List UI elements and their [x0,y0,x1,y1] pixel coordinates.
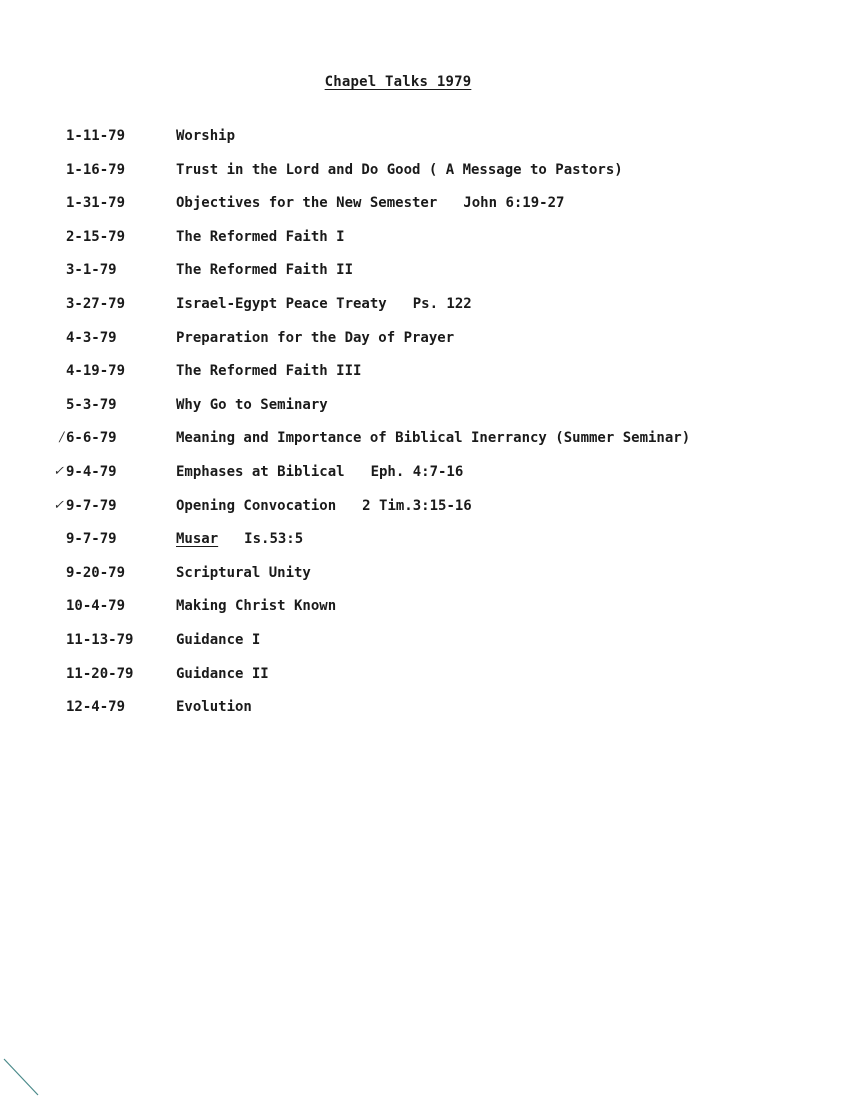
talk-date: 11-13-79 [66,631,134,648]
talk-date: 6-6-79 [66,430,117,447]
talk-topic: Israel-Egypt Peace Treaty [176,295,387,312]
talk-topic: Meaning and Importance of Biblical Inerrancy (Summer Seminar) [176,430,691,447]
talk-topic-cell [176,525,303,553]
talk-date: 12-4-79 [66,699,126,716]
list-item [0,324,848,358]
list-item [0,525,848,559]
talk-list [0,122,848,727]
check-mark: ✓ [53,497,64,513]
list-item [0,660,848,694]
list-item [0,458,848,492]
corner-scan-line [0,1049,48,1097]
talk-topic: Preparation for the Day of Prayer [176,329,455,346]
talk-topic: Worship [176,128,236,144]
talk-topic: The Reformed Faith III [176,363,362,380]
talk-topic-cell [176,324,454,352]
list-item [0,156,848,190]
talk-topic-cell [176,391,328,419]
list-item [0,424,848,458]
talk-topic: Evolution [176,699,252,716]
list-item [0,256,848,290]
list-item [0,290,848,324]
talk-date: 1-11-79 [66,128,126,144]
list-item [0,357,848,391]
talk-topic: Scriptural Unity [176,564,311,581]
talk-topic-cell [176,122,235,150]
talk-topic: Musar [176,531,219,548]
talk-date: 4-3-79 [66,329,117,346]
scripture-reference: John 6:19-27 [463,195,565,212]
list-item [0,122,848,156]
talk-topic-cell [176,256,353,284]
talk-topic-cell [176,592,336,620]
scripture-reference: Eph. 4:7-16 [370,463,464,480]
list-item [0,492,848,526]
page-title: Chapel Talks 1979 [324,74,472,90]
talk-topic: Guidance II [176,665,269,682]
talk-topic-cell [176,458,463,486]
scripture-reference: Ps. 122 [412,295,472,312]
talk-topic-cell [176,626,260,654]
list-item [0,391,848,425]
list-item [0,592,848,626]
list-item [0,626,848,660]
list-item [0,189,848,223]
talk-topic-cell [176,693,252,721]
talk-topic-cell [176,492,472,520]
talk-topic-cell [176,424,690,452]
talk-date: 9-4-79 [66,463,117,480]
talk-topic-cell [176,290,472,318]
talk-topic: Why Go to Seminary [176,396,328,413]
talk-date: 9-7-79 [66,531,117,548]
scripture-reference: 2 Tim.3:15-16 [362,497,472,514]
talk-date: 4-19-79 [66,363,126,380]
talk-date: 3-27-79 [66,295,126,312]
talk-date: 2-15-79 [66,228,126,245]
list-item [0,559,848,593]
talk-topic: Objectives for the New Semester [176,195,438,212]
talk-date: 11-20-79 [66,665,134,682]
talk-topic-cell [176,156,623,184]
talk-topic-cell [176,660,269,688]
talk-topic: Trust in the Lord and Do Good ( A Message to Pastors) [176,161,623,178]
talk-topic: Emphases at Biblical [176,463,345,480]
talk-topic: The Reformed Faith II [176,262,354,279]
talk-topic-cell [176,223,345,251]
list-item [0,693,848,727]
check-mark: ✓ [53,463,64,479]
talk-date: 9-20-79 [66,564,126,581]
talk-date: 9-7-79 [66,497,117,514]
talk-date: 10-4-79 [66,598,126,615]
scripture-reference: Is.53:5 [244,531,304,548]
talk-topic-cell [176,357,361,385]
talk-date: 3-1-79 [66,262,117,279]
talk-date: 5-3-79 [66,396,117,413]
talk-topic: The Reformed Faith I [176,228,345,245]
talk-topic: Guidance I [176,631,261,648]
check-mark: / [59,430,64,446]
talk-topic: Opening Convocation [176,497,337,514]
talk-date: 1-31-79 [66,195,126,212]
talk-date: 1-16-79 [66,161,126,178]
list-item [0,223,848,257]
talk-topic: Making Christ Known [176,598,337,615]
talk-topic-cell [176,559,311,587]
talk-topic-cell [176,189,564,217]
